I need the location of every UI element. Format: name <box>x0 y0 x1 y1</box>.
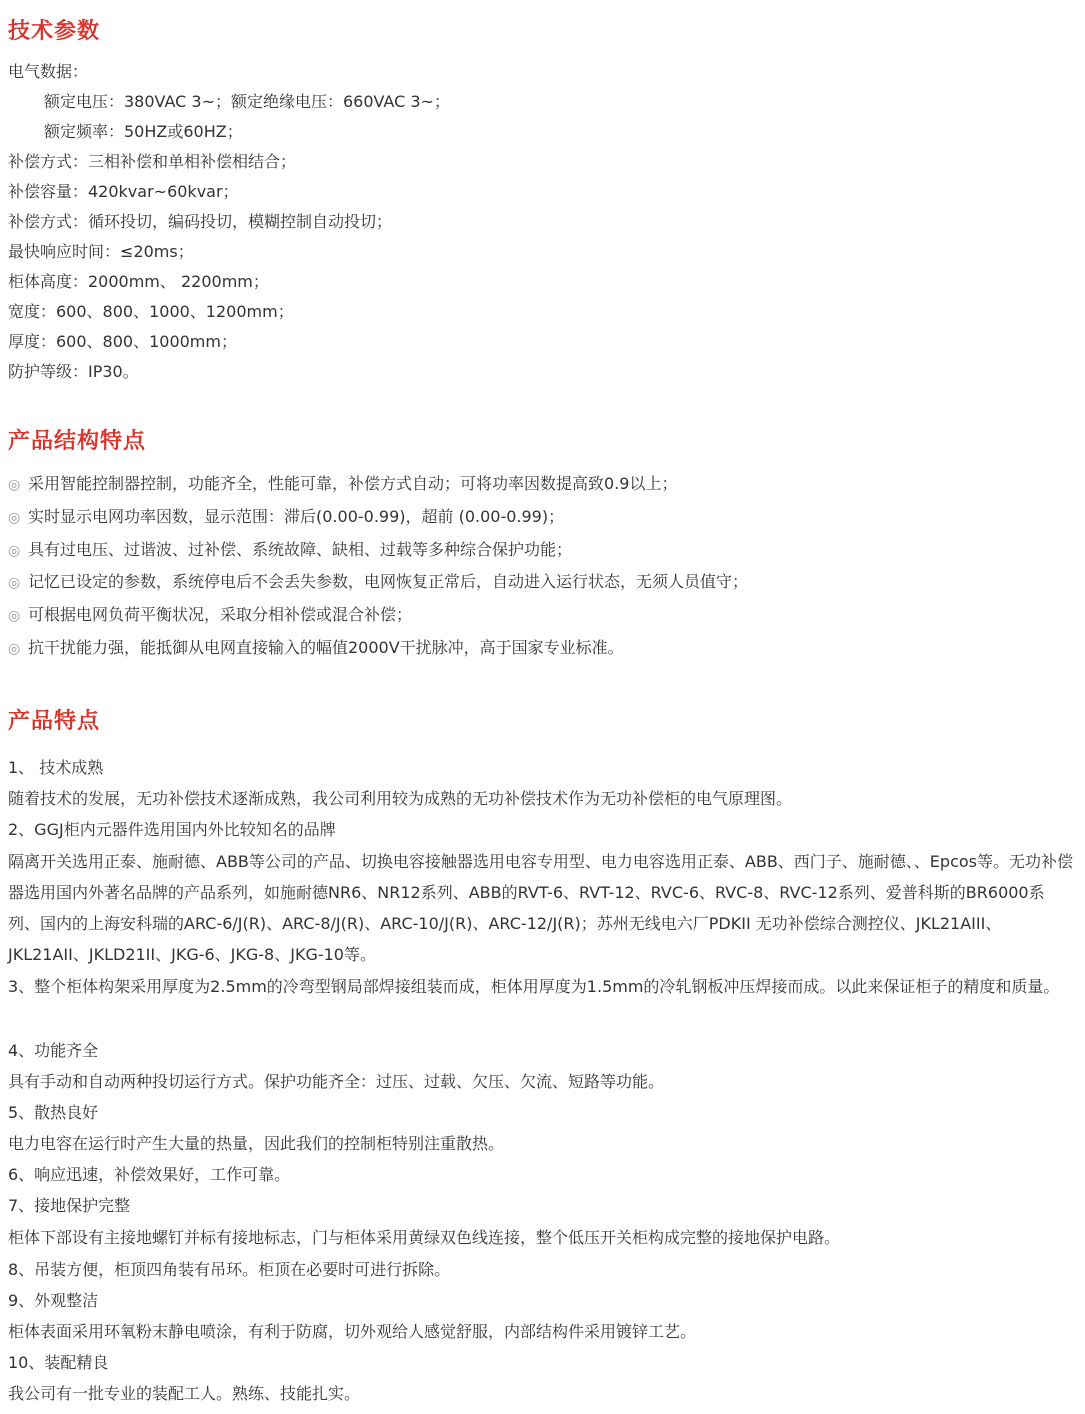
tech-param-line: 补偿方式：三相补偿和单相补偿相结合； <box>8 152 297 171</box>
feature-item-desc: 隔离开关选用正泰、施耐德、ABB等公司的产品、切换电容接触器选用电容专用型、电力电容选用正泰、ABB、西门子、施耐德、、Epcos等。无功补偿器选用国内外著名品牌的产品系列，如施耐德NR6、NR12系列、ABB的RVT-6、RVT-12、RVC-6、RVC-8、RVC-12系列、爱普科斯的BR6000系列、国内的上海安科瑞的ARC-6/J(R)、ARC-8/J(R)、ARC-10/J(R)、ARC-12/J(R)；苏州无线电六厂PDKII 无功补偿综合测控仪、JKL21AIII、JKL21AII、JKLD21II、JKG-6、JKG-8、JKG-10等。 <box>8 852 1073 964</box>
structure-feature-item <box>8 540 572 561</box>
feature-item-desc: 我公司有一批专业的装配工人。熟练、技能扎实。 <box>8 1384 361 1403</box>
feature-item-desc: 3、整个柜体构架采用厚度为2.5mm的冷弯型钢局部焊接组装而成，柜体用厚度为1.5mm的冷轧钢板冲压焊接而成。以此来保证柜子的精度和质量。 <box>8 977 1060 996</box>
feature-item-title: 5、散热良好 <box>8 1103 99 1122</box>
structure-features-heading: 产品结构特点 <box>8 429 147 454</box>
feature-item-desc: 具有手动和自动两种投切运行方式。保护功能齐全：过压、过载、欠压、欠流、短路等功能。 <box>8 1072 665 1091</box>
structure-feature-item <box>8 474 677 495</box>
tech-param-line: 补偿容量：420kvar~60kvar； <box>8 182 239 201</box>
tech-param-line: 防护等级：IP30。 <box>8 362 139 381</box>
feature-item-desc: 柜体表面采用环氧粉末静电喷涂，有利于防腐，切外观给人感觉舒服，内部结构件采用镀锌工艺。 <box>8 1322 697 1341</box>
structure-feature-text: 抗干扰能力强，能抵御从电网直接输入的幅值2000V干扰脉冲，高于国家专业标准。 <box>28 638 624 657</box>
bullet-icon: ◎ <box>8 510 21 526</box>
feature-item-title: 1、 技术成熟 <box>8 758 104 777</box>
feature-item-title: 10、装配精良 <box>8 1353 109 1372</box>
structure-feature-item <box>8 638 624 659</box>
feature-item-title: 7、接地保护完整 <box>8 1196 131 1215</box>
bullet-icon: ◎ <box>8 641 21 657</box>
feature-item-title: 8、吊装方便，柜顶四角装有吊环。柜顶在必要时可进行拆除。 <box>8 1260 451 1279</box>
tech-param-line: 宽度：600、800、1000、1200mm； <box>8 302 294 321</box>
structure-feature-item <box>8 605 412 626</box>
tech-params-heading: 技术参数 <box>8 19 101 44</box>
structure-feature-text: 记忆已设定的参数，系统停电后不会丢失参数，电网恢复正常后，自动进入运行状态，无须人员值守； <box>28 572 749 591</box>
structure-feature-item <box>8 572 748 593</box>
tech-param-line: 厚度：600、800、1000mm； <box>8 332 237 351</box>
tech-param-line: 额定频率：50HZ或60HZ； <box>44 122 243 141</box>
structure-feature-text: 具有过电压、过谐波、过补偿、系统故障、缺相、过载等多种综合保护功能； <box>28 540 573 559</box>
tech-param-line: 柜体高度：2000mm、 2200mm； <box>8 272 269 291</box>
tech-param-line: 补偿方式：循环投切，编码投切，模糊控制自动投切； <box>8 212 393 231</box>
structure-feature-text: 可根据电网负荷平衡状况，采取分相补偿或混合补偿； <box>28 605 413 624</box>
tech-param-line: 电气数据： <box>8 62 89 81</box>
tech-param-line: 最快响应时间：≤20ms； <box>8 242 194 261</box>
bullet-icon: ◎ <box>8 575 21 591</box>
bullet-icon: ◎ <box>8 608 21 624</box>
bullet-icon: ◎ <box>8 477 21 493</box>
structure-feature-text: 实时显示电网功率因数，显示范围：滞后(0.00-0.99)，超前 (0.00-0.99)； <box>28 507 565 526</box>
feature-item-title: 2、GGJ柜内元器件选用国内外比较知名的品牌 <box>8 820 336 839</box>
feature-item-desc: 随着技术的发展，无功补偿技术逐渐成熟，我公司利用较为成熟的无功补偿技术作为无功补偿柜的电气原理图。 <box>8 789 793 808</box>
feature-item-desc: 柜体下部设有主接地螺钉并标有接地标志，门与柜体采用黄绿双色线连接，整个低压开关柜构成完整的接地保护电路。 <box>8 1228 841 1247</box>
product-features-heading: 产品特点 <box>8 709 101 734</box>
structure-feature-item <box>8 507 564 528</box>
feature-item-desc: 电力电容在运行时产生大量的热量，因此我们的控制柜特别注重散热。 <box>8 1134 505 1153</box>
feature-item-title: 9、外观整洁 <box>8 1291 99 1310</box>
bullet-icon: ◎ <box>8 543 21 559</box>
structure-feature-text: 采用智能控制器控制，功能齐全，性能可靠，补偿方式自动；可将功率因数提高致0.9以上； <box>28 474 678 493</box>
feature-item-title: 6、响应迅速，补偿效果好，工作可靠。 <box>8 1165 291 1184</box>
tech-param-line: 额定电压：380VAC 3~；额定绝缘电压：660VAC 3~； <box>44 92 450 111</box>
feature-item-title: 4、功能齐全 <box>8 1041 99 1060</box>
